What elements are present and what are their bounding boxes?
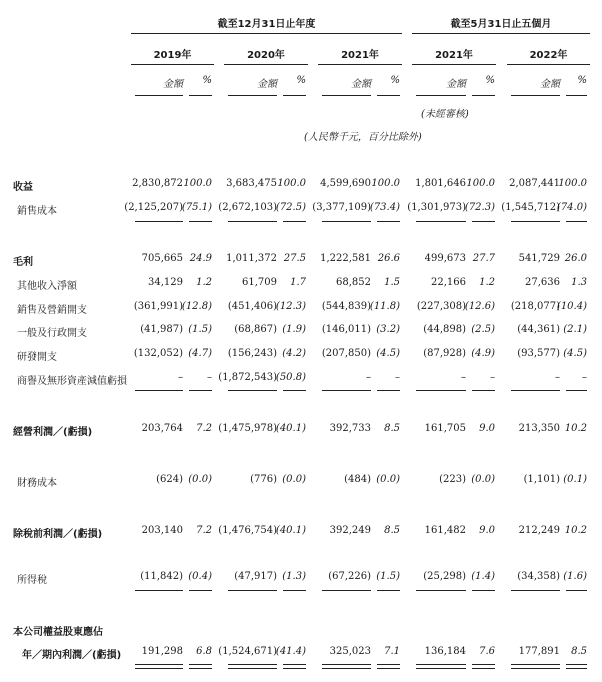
amount-col-label: 金額 xyxy=(446,79,466,90)
pct-cell: (40.1) xyxy=(275,525,306,536)
sum-rule xyxy=(472,390,495,391)
col-rule xyxy=(322,95,371,96)
col-rule xyxy=(228,95,277,96)
total-double-rule xyxy=(228,664,277,669)
row-label: 銷售成本 xyxy=(17,206,57,217)
header-rule-5m xyxy=(412,33,590,34)
amount-cell: 68,852 xyxy=(336,277,371,288)
row-label: 銷售及營銷開支 xyxy=(17,305,87,316)
col-rule xyxy=(566,95,587,96)
amount-cell: 2,830,872 xyxy=(132,178,183,189)
pct-col-label: % xyxy=(202,75,212,86)
amount-cell: (68,867) xyxy=(234,324,277,335)
amount-cell: 22,166 xyxy=(431,277,466,288)
sum-rule xyxy=(377,590,400,591)
pct-cell: (3.2) xyxy=(376,324,400,335)
pct-cell: 100.0 xyxy=(371,178,400,189)
amount-cell: 213,350 xyxy=(518,423,560,434)
year-header: 2019年 xyxy=(153,50,192,61)
pct-cell: 1.5 xyxy=(384,277,400,288)
sum-rule xyxy=(511,390,560,391)
sum-rule xyxy=(283,590,306,591)
sum-rule xyxy=(135,590,183,591)
pct-cell: (2.1) xyxy=(563,324,587,335)
amount-cell: (87,928) xyxy=(423,348,466,359)
total-double-rule xyxy=(472,664,495,669)
pct-cell: 100.0 xyxy=(466,178,495,189)
pct-cell: 8.5 xyxy=(384,525,400,536)
amount-cell: (146,011) xyxy=(321,324,371,335)
row-label: 一般及行政開支 xyxy=(17,328,87,339)
total-double-rule xyxy=(566,664,587,669)
col-rule xyxy=(189,95,212,96)
sum-rule xyxy=(566,221,587,222)
sum-rule xyxy=(283,390,306,391)
pct-cell: (50.8) xyxy=(275,372,306,383)
sum-rule xyxy=(416,221,466,222)
pct-cell: (1.4) xyxy=(471,571,495,582)
amount-cell: (44,898) xyxy=(423,324,466,335)
col-rule xyxy=(416,95,466,96)
amount-cell: 392,733 xyxy=(329,423,371,434)
amount-cell: 161,705 xyxy=(424,423,466,434)
pct-cell: (0.4) xyxy=(188,571,212,582)
pct-cell: (12.3) xyxy=(275,301,306,312)
pct-cell: – xyxy=(490,372,495,383)
pct-cell: – xyxy=(395,372,400,383)
pct-cell: (11.8) xyxy=(369,301,400,312)
pct-cell: (1.6) xyxy=(563,571,587,582)
pct-cell: (0.1) xyxy=(563,474,587,485)
amount-cell: – xyxy=(178,372,183,383)
total-double-rule xyxy=(135,664,183,669)
amount-cell: (156,243) xyxy=(227,348,277,359)
amount-cell: (451,406) xyxy=(227,301,277,312)
pct-cell: 10.2 xyxy=(564,423,587,434)
pct-cell: 10.2 xyxy=(564,525,587,536)
pct-cell: (1.5) xyxy=(376,571,400,582)
pct-cell: 1.2 xyxy=(479,277,495,288)
sum-rule xyxy=(472,590,495,591)
year-header: 2021年 xyxy=(435,50,473,61)
amount-cell: (207,850) xyxy=(321,348,371,359)
total-double-rule xyxy=(511,664,560,669)
pct-cell: 27.5 xyxy=(283,253,306,264)
sum-rule xyxy=(322,590,371,591)
amount-cell: (484) xyxy=(344,474,371,485)
total-double-rule xyxy=(377,664,400,669)
sum-rule xyxy=(189,221,212,222)
col-rule xyxy=(283,95,306,96)
pct-cell: (75.1) xyxy=(181,202,212,213)
pct-cell: (4.7) xyxy=(188,348,212,359)
row-label: 所得稅 xyxy=(17,575,47,586)
amount-cell: (2,672,103) xyxy=(218,202,277,213)
pct-col-label: % xyxy=(485,75,495,86)
amount-cell: (34,358) xyxy=(517,571,560,582)
amount-cell: (3,377,109) xyxy=(312,202,371,213)
amount-cell: (11,842) xyxy=(140,571,183,582)
pct-cell: (73.4) xyxy=(369,202,400,213)
pct-cell: (4.9) xyxy=(471,348,495,359)
amount-cell: 392,249 xyxy=(329,525,371,536)
pct-cell: 7.1 xyxy=(384,646,400,657)
sum-rule xyxy=(416,390,466,391)
pct-cell: (0.0) xyxy=(282,474,306,485)
row-label-prefix: 本公司權益股東應佔 xyxy=(13,627,103,638)
amount-cell: (227,308) xyxy=(416,301,466,312)
pct-cell: 26.0 xyxy=(564,253,587,264)
pct-cell: 8.5 xyxy=(571,646,587,657)
amount-cell: (624) xyxy=(156,474,183,485)
pct-cell: (0.0) xyxy=(376,474,400,485)
pct-cell: 7.2 xyxy=(196,525,212,536)
amount-cell: 1,801,646 xyxy=(415,178,466,189)
pct-cell: 8.5 xyxy=(384,423,400,434)
amount-cell: (93,577) xyxy=(517,348,560,359)
amount-cell: 499,673 xyxy=(424,253,466,264)
sum-rule xyxy=(377,221,400,222)
amount-cell: 1,011,372 xyxy=(226,253,277,264)
col-rule xyxy=(472,95,495,96)
amount-cell: (132,052) xyxy=(133,348,183,359)
sum-rule xyxy=(228,221,277,222)
sum-rule xyxy=(283,221,306,222)
amount-cell: (25,298) xyxy=(423,571,466,582)
amount-cell: (67,226) xyxy=(328,571,371,582)
amount-cell: 1,222,581 xyxy=(320,253,371,264)
sum-rule xyxy=(566,390,587,391)
amount-col-label: 金額 xyxy=(540,79,560,90)
sum-rule xyxy=(472,221,495,222)
pct-cell: 100.0 xyxy=(183,178,212,189)
amount-cell: (41,987) xyxy=(140,324,183,335)
pct-cell: (1.5) xyxy=(188,324,212,335)
amount-cell: (1,476,754) xyxy=(218,525,277,536)
amount-cell: (2,125,207) xyxy=(124,202,183,213)
amount-cell: (223) xyxy=(439,474,466,485)
pct-cell: (74.0) xyxy=(556,202,587,213)
pct-cell: 7.6 xyxy=(479,646,495,657)
amount-cell: 4,599,690 xyxy=(320,178,371,189)
amount-cell: 177,891 xyxy=(518,646,560,657)
amount-cell: 191,298 xyxy=(141,646,183,657)
row-label: 年／期內利潤／(虧損) xyxy=(22,650,122,661)
pct-col-label: % xyxy=(390,75,400,86)
pct-cell: – xyxy=(207,372,212,383)
amount-cell: 61,709 xyxy=(242,277,277,288)
amount-cell: (1,545,712) xyxy=(501,202,560,213)
amount-cell: (218,077) xyxy=(510,301,560,312)
amount-cell: 161,482 xyxy=(424,525,466,536)
row-label: 經營利潤／(虧損) xyxy=(13,427,93,438)
pct-col-label: % xyxy=(577,75,587,86)
row-label: 收益 xyxy=(13,182,33,193)
sum-rule xyxy=(189,590,212,591)
header-rule-fy xyxy=(131,33,402,34)
amount-cell: – xyxy=(555,372,560,383)
amount-cell: (1,301,973) xyxy=(407,202,466,213)
year-rule xyxy=(131,64,214,65)
amount-cell: (47,917) xyxy=(234,571,277,582)
total-double-rule xyxy=(189,664,212,669)
amount-cell: (776) xyxy=(250,474,277,485)
year-rule xyxy=(224,64,308,65)
amount-cell: – xyxy=(461,372,466,383)
row-label: 財務成本 xyxy=(17,478,57,489)
amount-col-label: 金額 xyxy=(257,79,277,90)
amount-cell: – xyxy=(366,372,371,383)
year-rule xyxy=(318,64,402,65)
sum-rule xyxy=(511,590,560,591)
amount-cell: 541,729 xyxy=(518,253,560,264)
amount-cell: 203,140 xyxy=(141,525,183,536)
amount-cell: 203,764 xyxy=(141,423,183,434)
pct-cell: (72.3) xyxy=(464,202,495,213)
pct-cell: 100.0 xyxy=(558,178,587,189)
year-header: 2020年 xyxy=(247,50,285,61)
header-five-months: 截至5月31日止五個月 xyxy=(450,19,552,30)
pct-cell: 1.7 xyxy=(290,277,306,288)
sum-rule xyxy=(566,590,587,591)
pct-cell: 24.9 xyxy=(189,253,212,264)
amount-cell: 212,249 xyxy=(518,525,560,536)
sum-rule xyxy=(135,390,183,391)
year-rule xyxy=(507,64,590,65)
pct-cell: (40.1) xyxy=(275,423,306,434)
sum-rule xyxy=(511,221,560,222)
amount-cell: (1,872,543) xyxy=(218,372,277,383)
col-rule xyxy=(511,95,560,96)
amount-cell: 34,129 xyxy=(148,277,183,288)
pct-cell: (12.6) xyxy=(464,301,495,312)
amount-cell: (1,524,671) xyxy=(218,646,277,657)
pct-cell: (41.4) xyxy=(275,646,306,657)
sum-rule xyxy=(377,390,400,391)
col-rule xyxy=(377,95,400,96)
pct-cell: (1.3) xyxy=(282,571,306,582)
pct-cell: 9.0 xyxy=(479,423,495,434)
pct-cell: (72.5) xyxy=(275,202,306,213)
pct-cell: (4.2) xyxy=(282,348,306,359)
year-rule xyxy=(412,64,496,65)
pct-cell: 27.7 xyxy=(472,253,495,264)
pct-cell: (4.5) xyxy=(563,348,587,359)
pct-col-label: % xyxy=(296,75,306,86)
col-rule xyxy=(135,95,183,96)
sum-rule xyxy=(322,221,371,222)
sum-rule xyxy=(228,590,277,591)
pct-cell: 7.2 xyxy=(196,423,212,434)
pct-cell: – xyxy=(582,372,587,383)
row-label: 毛利 xyxy=(13,257,33,268)
year-header: 2021年 xyxy=(341,50,379,61)
pct-cell: (0.0) xyxy=(471,474,495,485)
amount-cell: 27,636 xyxy=(525,277,560,288)
amount-cell: (361,991) xyxy=(133,301,183,312)
amount-cell: 3,683,475 xyxy=(226,178,277,189)
year-header: 2022年 xyxy=(529,50,568,61)
sum-rule xyxy=(322,390,371,391)
amount-cell: (1,101) xyxy=(523,474,560,485)
total-double-rule xyxy=(322,664,371,669)
pct-cell: 9.0 xyxy=(479,525,495,536)
amount-cell: 136,184 xyxy=(424,646,466,657)
sum-rule xyxy=(228,390,277,391)
unit-note: (人民幣千元，百分比除外) xyxy=(304,132,422,143)
header-fiscal-year: 截至12月31日止年度 xyxy=(217,19,316,30)
amount-cell: (1,475,978) xyxy=(218,423,277,434)
pct-cell: 100.0 xyxy=(277,178,306,189)
pct-cell: 1.2 xyxy=(196,277,212,288)
pct-cell: 1.3 xyxy=(571,277,587,288)
row-label: 其他收入淨額 xyxy=(17,281,77,292)
amount-cell: 2,087,441 xyxy=(509,178,560,189)
amount-cell: 325,023 xyxy=(329,646,371,657)
amount-col-label: 金額 xyxy=(163,79,183,90)
unaudited-note: (未經審核) xyxy=(421,109,469,120)
pct-cell: (4.5) xyxy=(376,348,400,359)
amount-cell: (544,839) xyxy=(321,301,371,312)
pct-cell: (10.4) xyxy=(556,301,587,312)
pct-cell: (1.9) xyxy=(282,324,306,335)
amount-cell: (44,361) xyxy=(517,324,560,335)
sum-rule xyxy=(416,590,466,591)
pct-cell: 6.8 xyxy=(196,646,212,657)
row-label: 除稅前利潤／(虧損) xyxy=(13,529,103,540)
pct-cell: (2.5) xyxy=(471,324,495,335)
pct-cell: (12.8) xyxy=(181,301,212,312)
total-double-rule xyxy=(416,664,466,669)
sum-rule xyxy=(135,221,183,222)
pct-cell: 26.6 xyxy=(377,253,400,264)
amount-cell: 705,665 xyxy=(141,253,183,264)
row-label: 研發開支 xyxy=(17,352,57,363)
amount-col-label: 金額 xyxy=(351,79,371,90)
pct-cell: (0.0) xyxy=(188,474,212,485)
row-label: 商譽及無形資產減值虧損 xyxy=(17,376,127,387)
sum-rule xyxy=(189,390,212,391)
total-double-rule xyxy=(283,664,306,669)
